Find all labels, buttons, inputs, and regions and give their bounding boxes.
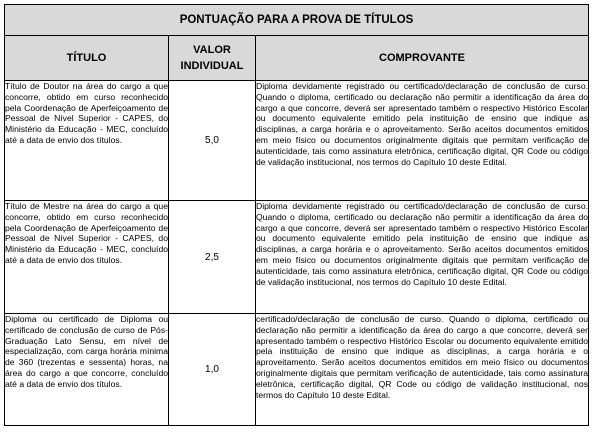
- row-titulo-cell: Título de Mestre na área do cargo a que concorre, obtido em curso reconhecido pela Coordenação de Aperfeiçoamento de Pessoal de Nível Superior - CAPES, do Ministério da Educação - MEC, concluído até a data de envio dos títulos.: [5, 201, 169, 314]
- row-valor-cell: 5,0: [169, 81, 256, 201]
- table-row-mestre: [5, 201, 589, 314]
- row-titulo-cell: Diploma ou certificado de Diploma ou certificado de conclusão de curso de Pós-Graduação Lato Sensu, em nível de especialização, com carga horária mínima de 360 (trezentas e sessenta) horas, na área do cargo a que concorre, concluído até a data de envio dos títulos.: [5, 314, 169, 426]
- header-titulo: TÍTULO: [5, 36, 169, 81]
- table-title: PONTUAÇÃO PARA A PROVA DE TÍTULOS: [5, 5, 589, 36]
- row-comprovante-cell: Diploma devidamente registrado ou certificado/declaração de conclusão de curso. Quando o diploma, certificado ou declaração não permitir a identificação da área do cargo a que concorre, deverá ser apresentado também o respectivo Histórico Escolar ou documento equivalente emitido pela instituição de ensino que indique as disciplinas, a carga horária e o aproveitamento. Serão aceitos documentos emitidos em meio físico ou documentos originalmente digitais que permitam verificação de autenticidade, tais como assinatura eletrônica, certificação digital, QR Code ou código de validação institucional, nos termos do Capítulo 10 deste Edital.: [256, 201, 589, 314]
- header-valor-individual: VALOR INDIVIDUAL: [169, 36, 256, 81]
- table-row-doutor: [5, 81, 589, 201]
- row-valor-cell: 2,5: [169, 201, 256, 314]
- row-titulo-cell: Título de Doutor na área do cargo a que concorre, obtido em curso reconhecido pela Coordenação de Aperfeiçoamento de Pessoal de Nível Superior - CAPES, do Ministério da Educação - MEC, concluído até a data de envio dos títulos.: [5, 81, 169, 201]
- header-comprovante: COMPROVANTE: [256, 36, 589, 81]
- titles-score-table: [4, 4, 589, 426]
- row-comprovante-cell: certificado/declaração de conclusão de curso. Quando o diploma, certificado ou declaração não permitir a identificação da área do cargo a que concorre, deverá ser apresentado também o respectivo Histórico Escolar ou documento equivalente emitido pela instituição de ensino que indique as disciplinas, a carga horária e o aproveitamento. Serão aceitos documentos emitidos em meio físico ou documentos originalmente digitais que permitam verificação de autenticidade, tais como assinatura eletrônica, certificação digital, QR Code ou código de validação institucional, nos termos do Capítulo 10 deste Edital.: [256, 314, 589, 426]
- table-title-row: [5, 5, 589, 36]
- row-valor-cell: 1,0: [169, 314, 256, 426]
- table-header-row: [5, 36, 589, 81]
- row-comprovante-cell: Diploma devidamente registrado ou certificado/declaração de conclusão de curso. Quando o diploma, certificado ou declaração não permitir a identificação da área do cargo a que concorre, deverá ser apresentado também o respectivo Histórico Escolar ou documento equivalente emitido pela instituição de ensino que indique as disciplinas, a carga horária e o aproveitamento. Serão aceitos documentos emitidos em meio físico ou documentos originalmente digitais que permitam verificação de autenticidade, tais como assinatura eletrônica, certificação digital, QR Code ou código de validação institucional, nos termos do Capítulo 10 deste Edital.: [256, 81, 589, 201]
- table-row-especializacao: [5, 314, 589, 426]
